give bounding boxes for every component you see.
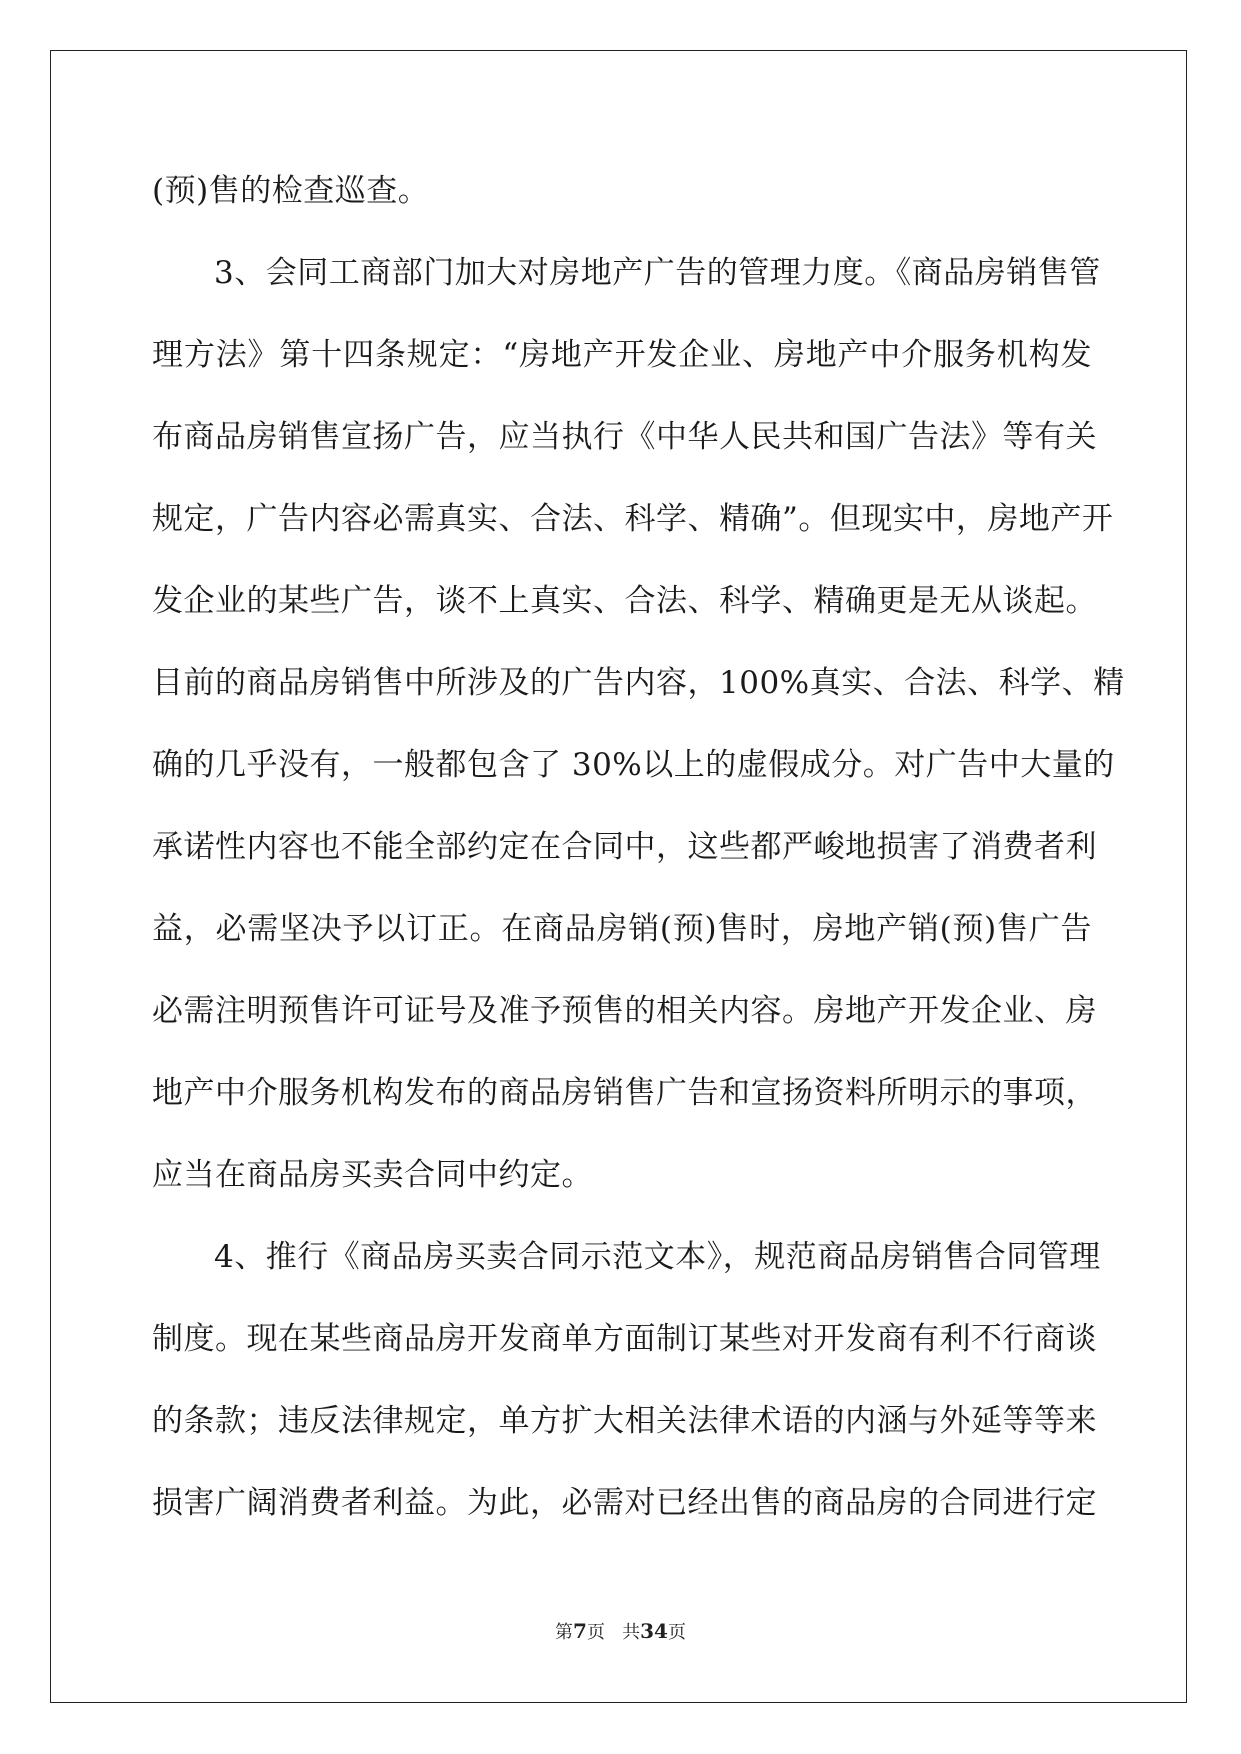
text-line: 地产中介服务机构发布的商品房销售广告和宣扬资料所明示的事项， xyxy=(152,1075,1097,1111)
footer-prefix: 第 xyxy=(555,1622,574,1643)
text-line: 益，必需坚决予以订正。在商品房销(预)售时，房地产销(预)售广告 xyxy=(152,911,1092,947)
text-line: 应当在商品房买卖合同中约定。 xyxy=(152,1157,593,1193)
text-line: 布商品房销售宣扬广告，应当执行《中华人民共和国广告法》等有关 xyxy=(152,419,1097,455)
text-line: 必需注明预售许可证号及准予预售的相关内容。房地产开发企业、房 xyxy=(152,993,1097,1029)
text-line: (预)售的检查巡查。 xyxy=(152,173,430,209)
text-line: 确的几乎没有，一般都包含了 30%以上的虚假成分。对广告中大量的 xyxy=(152,747,1115,783)
text-line: 制度。现在某些商品房开发商单方面制订某些对开发商有利不行商谈 xyxy=(152,1321,1097,1357)
text-line: 理方法》第十四条规定：“房地产开发企业、房地产中介服务机构发 xyxy=(152,337,1092,373)
footer-total-suffix: 页 xyxy=(667,1622,686,1643)
footer-page-suffix: 页 xyxy=(586,1622,605,1643)
page-footer xyxy=(0,1618,1241,1644)
footer-total-prefix: 共 xyxy=(622,1622,641,1643)
document-body xyxy=(152,150,1125,1544)
total-page-number: 34 xyxy=(640,1619,668,1643)
current-page-number: 7 xyxy=(573,1619,587,1643)
text-line: 规定，广告内容必需真实、合法、科学、精确”。但现实中，房地产开 xyxy=(152,501,1114,537)
text-line: 损害广阔消费者利益。为此，必需对已经出售的商品房的合同进行定 xyxy=(152,1485,1097,1521)
text-line: 3、会同工商部门加大对房地产广告的管理力度。《商品房销售管 xyxy=(214,255,1101,291)
text-line: 目前的商品房销售中所涉及的广告内容，100%真实、合法、科学、精 xyxy=(152,665,1125,701)
text-line: 的条款；违反法律规定，单方扩大相关法律术语的内涵与外延等等来 xyxy=(152,1403,1097,1439)
text-line: 承诺性内容也不能全部约定在合同中，这些都严峻地损害了消费者利 xyxy=(152,829,1097,865)
text-line: 4、推行《商品房买卖合同示范文本》，规范商品房销售合同管理 xyxy=(214,1239,1101,1275)
text-line: 发企业的某些广告，谈不上真实、合法、科学、精确更是无从谈起。 xyxy=(152,583,1097,619)
